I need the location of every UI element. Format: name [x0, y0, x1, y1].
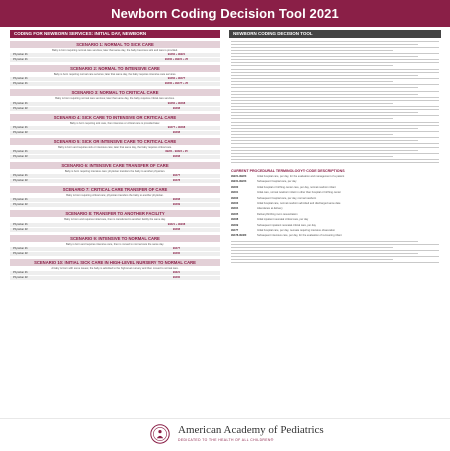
cpt-code: 99463 — [231, 202, 239, 206]
cpt-description: Subsequent inpatient neonatal critical care, per day — [257, 223, 316, 227]
scenario-title: SCENARIO 9: INTENSIVE TO NORMAL CARE — [10, 235, 220, 242]
coding-row — [10, 131, 220, 135]
cpt-description: Subsequent intensive care, per day, for the evaluation of recovering infant — [257, 234, 342, 238]
cpt-code: 99462 — [231, 196, 239, 200]
scenario-block — [10, 162, 220, 183]
cpt-row — [229, 207, 441, 210]
coding-row — [10, 58, 220, 62]
scenario-description: Baby is born requiring normal care services; later that same day, the baby becomes sick and care is provided. — [52, 49, 178, 52]
column-heading: NEWBORN CODING DECISION TOOL — [229, 30, 441, 38]
scenario-title: SCENARIO 10: INITIAL SICK CARE IN HIGH-LEVEL NURSERY TO NORMAL CARE — [10, 259, 220, 266]
cpt-code: 99465 — [231, 212, 239, 216]
scenario-description: Baby is born and requires sick or intensive care; later that same day, the baby requires critical care. — [58, 145, 172, 149]
org-tagline: DEDICATED TO THE HEALTH OF ALL CHILDREN® — [178, 438, 274, 442]
cpt-description: Delivery/birthing room resuscitation — [257, 212, 298, 216]
cpt-code: 99460 + 99468 — [167, 101, 186, 105]
coding-row — [10, 77, 220, 81]
cpt-description: Initial hospital care, per day, neonate requiring intensive observation — [257, 229, 336, 233]
coding-row — [10, 53, 220, 57]
cpt-code: 99464 — [231, 207, 239, 211]
scenario-block — [10, 186, 220, 207]
scenario-block — [10, 235, 220, 256]
cpt-code: 99477 + 99468 — [167, 125, 186, 129]
scenario-block — [10, 89, 220, 110]
coding-row — [10, 174, 220, 178]
coding-row — [10, 271, 220, 275]
coding-row — [10, 228, 220, 232]
cpt-description: Initial hospital or birthing center care, per day, normal newborn infant — [257, 185, 336, 189]
scenario-block — [10, 41, 220, 62]
scenario-title: SCENARIO 4: SICK CARE TO INTENSIVE OR CRITICAL CARE — [10, 114, 220, 121]
coding-row — [10, 155, 220, 159]
cpt-code: 99460 + 99221 — [167, 53, 186, 57]
cpt-code: 99460 — [172, 251, 181, 255]
cpt-description: Attendance at delivery — [257, 207, 283, 211]
physician-label: Physician #2 — [13, 227, 28, 231]
physician-label: Physician #2 — [13, 155, 28, 159]
cpt-description: Initial inpatient neonatal critical care, per day — [257, 218, 309, 222]
guidance-text — [231, 122, 439, 144]
cpt-code: 99460 + 99221 + 25 — [164, 58, 189, 62]
cpt-row — [229, 202, 441, 205]
cpt-description: Initial care, normal newborn infant in other than hospital or birthing center — [257, 191, 341, 195]
coding-row — [10, 82, 220, 86]
cpt-section-title: CURRENT PROCEDURAL TERMINOLOGY® CODE DESCRIPTIONS — [231, 169, 345, 173]
coding-row — [10, 179, 220, 183]
scenario-title: SCENARIO 1: NORMAL TO SICK CARE — [10, 41, 220, 48]
coding-row — [10, 276, 220, 280]
guidance-text — [231, 69, 439, 88]
cpt-code: 99468 — [172, 198, 181, 202]
scenario-title: SCENARIO 7: CRITICAL CARE TRANSFER OF CARE — [10, 186, 220, 193]
cpt-code: 99460 — [231, 185, 239, 189]
scenario-description: Baby is born requiring normal care services; later that same day, the baby requires intensive care services. — [53, 73, 177, 77]
guidance-text — [231, 41, 439, 66]
scenario-description: Baby is born and requires intensive care, then is moved to normal care the same day. — [66, 242, 164, 246]
scenario-column — [10, 30, 220, 416]
cpt-code: 99461 — [231, 191, 239, 195]
cpt-code: 99469 — [231, 223, 239, 227]
coding-row — [10, 198, 220, 202]
cpt-row — [229, 224, 441, 227]
cpt-row — [229, 213, 441, 216]
scenario-title: SCENARIO 5: SICK OR INTENSIVE CARE TO CRITICAL CARE — [10, 138, 220, 145]
physician-label: Physician #1 — [13, 58, 28, 62]
cpt-row — [229, 218, 441, 221]
cpt-row — [229, 234, 441, 237]
cpt-code: 99460 — [172, 276, 181, 280]
guidance-column — [229, 30, 441, 416]
cpt-description: Subsequent hospital care, per day — [257, 180, 297, 184]
cpt-code: 99460 + 99477 + 25 — [164, 82, 189, 86]
cpt-description: Initial hospital care, normal newborn admitted and discharged same date — [257, 202, 341, 206]
scenario-description: Baby is born requiring normal care services; later that same day, the baby requires critical care services. — [55, 97, 175, 101]
cpt-code-list — [229, 175, 441, 238]
scenario-title: SCENARIO 3: NORMAL TO CRITICAL CARE — [10, 89, 220, 96]
cpt-description: Subsequent hospital care, per day, normal newborn — [257, 196, 317, 200]
coding-row — [10, 203, 220, 207]
cpt-code: 99468 — [231, 218, 239, 222]
physician-label: Physician #1 — [13, 82, 28, 86]
scenario-block — [10, 259, 220, 280]
cpt-code: 99468 — [172, 130, 181, 134]
cpt-code: 99477 — [172, 246, 181, 250]
cpt-code: 99221 - 99223 + 25 — [165, 150, 188, 154]
cpt-code: 99460 + 99477 — [167, 77, 186, 81]
cpt-code: 99478-99480 — [231, 234, 247, 238]
physician-label: Physician #2 — [13, 106, 28, 110]
coding-row — [10, 252, 220, 256]
cpt-code: 99221 + 99238 — [167, 222, 186, 226]
scenario-description: Baby is born and requires initial care, then is transferred to another facility the same day. — [64, 218, 166, 222]
scenario-list — [10, 41, 220, 280]
coding-row — [10, 150, 220, 154]
guidance-text — [231, 147, 439, 163]
page-title: Newborn Coding Decision Tool 2021 — [111, 6, 339, 21]
guidance-text — [231, 91, 439, 119]
cpt-code: 99478 — [172, 179, 181, 183]
scenario-block — [10, 138, 220, 159]
scenario-block — [10, 210, 220, 231]
aap-seal-icon — [150, 424, 170, 444]
scenario-title: SCENARIO 2: NORMAL TO INTENSIVE CARE — [10, 65, 220, 72]
cpt-code: 99221 — [172, 271, 181, 275]
coding-row — [10, 247, 220, 251]
cpt-code: 99231-99233 — [231, 180, 247, 184]
scenario-block — [10, 65, 220, 86]
coding-row — [10, 223, 220, 227]
physician-label: Physician #2 — [13, 203, 28, 207]
cpt-row — [229, 191, 441, 194]
scenario-description: Baby is born requiring sick care, then intensive or critical care is provided later. — [69, 121, 161, 125]
cpt-code: 99221-99223 — [231, 175, 247, 178]
physician-label: Physician #2 — [13, 276, 28, 280]
scenario-block — [10, 114, 220, 135]
cpt-code: 99477 — [172, 174, 181, 178]
title-banner — [0, 0, 450, 27]
physician-label: Physician #1 — [13, 198, 28, 202]
org-name: American Academy of Pediatrics — [178, 424, 324, 436]
cpt-row — [229, 186, 441, 189]
footer — [0, 418, 450, 451]
physician-label: Physician #1 — [13, 125, 28, 129]
coding-row — [10, 126, 220, 130]
column-heading: CODING FOR NEWBORN SERVICES: INITIAL DAY, NEWBORN — [10, 30, 220, 38]
physician-label: Physician #2 — [13, 130, 28, 134]
coding-row — [10, 102, 220, 106]
physician-label: Physician #1 — [13, 101, 28, 105]
cpt-row — [229, 229, 441, 232]
cpt-description: Initial hospital care, per day, for the evaluation and management of a patient — [257, 175, 345, 178]
cpt-code: 99468 — [172, 155, 181, 159]
scenario-description: Baby is born requiring critical care; physician transfers the baby to another physician. — [66, 194, 164, 198]
physician-label: Physician #1 — [13, 222, 28, 226]
physician-label: Physician #2 — [13, 251, 28, 255]
scenario-title: SCENARIO 6: INTENSIVE CARE TRANSFER OF CARE — [10, 162, 220, 169]
cpt-code: 99468 — [172, 106, 181, 110]
physician-label: Physician #1 — [13, 271, 28, 275]
cpt-code: 99477 — [231, 229, 239, 233]
cpt-code: 99468 — [172, 227, 181, 231]
scenario-title: SCENARIO 8: TRANSFER TO ANOTHER FACILITY — [10, 210, 220, 217]
cpt-row — [229, 180, 441, 183]
physician-label: Physician #2 — [13, 179, 28, 183]
physician-label: Physician #1 — [13, 53, 28, 57]
physician-label: Physician #1 — [13, 77, 28, 81]
cpt-row — [229, 197, 441, 200]
coding-row — [10, 107, 220, 111]
physician-label: Physician #1 — [13, 246, 28, 250]
footnote-text — [231, 241, 439, 263]
scenario-description: A baby is born with some issues; the baby is admitted to the high-level nursery and then moved to normal care. — [51, 266, 179, 270]
cpt-code: 99469 — [172, 203, 181, 207]
cpt-row — [229, 175, 441, 178]
physician-label: Physician #1 — [13, 174, 28, 178]
physician-label: Physician #1 — [13, 150, 28, 154]
scenario-description: Baby is born requiring intensive care; physician transfers the baby to another physician. — [64, 170, 166, 174]
